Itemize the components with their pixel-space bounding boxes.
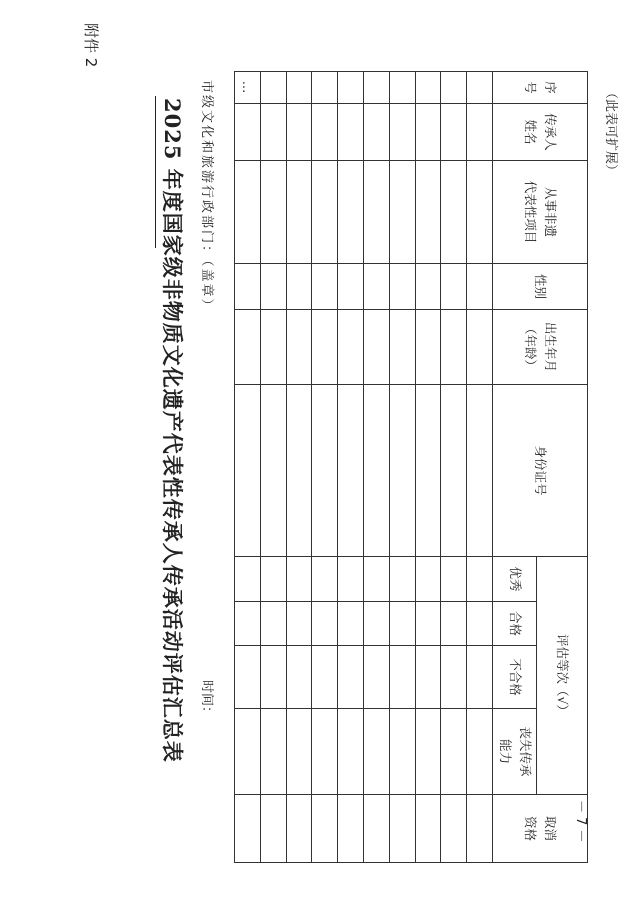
table-cell <box>235 264 261 310</box>
table-row <box>235 72 261 863</box>
table-cell <box>389 795 415 863</box>
header-rating-group: 评估等次（√） <box>537 557 588 795</box>
table-cell <box>338 709 364 795</box>
table-cell <box>235 557 261 602</box>
table-row <box>389 72 415 863</box>
table-cell <box>312 557 338 602</box>
table-cell <box>415 709 441 795</box>
table-cell <box>286 557 312 602</box>
department-label: 市级文化和旅游行政部门：（盖章） <box>199 80 214 314</box>
table-cell <box>364 557 390 602</box>
table-cell <box>286 264 312 310</box>
table-cell <box>467 104 493 161</box>
table-row <box>467 72 493 863</box>
table-cell <box>312 602 338 646</box>
header-row <box>537 72 588 863</box>
table-cell <box>338 310 364 385</box>
table-cell <box>415 646 441 709</box>
table-cell <box>389 385 415 557</box>
table-cell <box>415 104 441 161</box>
table-cell <box>260 385 286 557</box>
table-cell <box>286 161 312 264</box>
table-cell <box>260 709 286 795</box>
table-cell <box>312 264 338 310</box>
table-row <box>441 72 467 863</box>
table-cell <box>286 310 312 385</box>
table-cell <box>235 385 261 557</box>
table-cell <box>286 602 312 646</box>
header-name: 传承人 姓名 <box>493 104 588 161</box>
header-birth: 出生年月 （年龄） <box>493 310 588 385</box>
table-cell <box>467 602 493 646</box>
header-id-number: 身份证号 <box>493 385 588 557</box>
table-cell <box>312 385 338 557</box>
table-cell <box>312 72 338 104</box>
table-cell <box>312 709 338 795</box>
table-cell <box>338 602 364 646</box>
table-cell <box>389 310 415 385</box>
table-cell <box>286 72 312 104</box>
table-cell <box>338 795 364 863</box>
table-cell <box>389 104 415 161</box>
table-cell <box>260 72 286 104</box>
page-title: 2025 年度国家级非物质文化遗产代表性传承人传承活动评估汇总表 <box>160 98 185 763</box>
table-cell <box>441 385 467 557</box>
table-cell <box>364 385 390 557</box>
table-cell <box>415 310 441 385</box>
table-cell <box>467 646 493 709</box>
table-cell <box>286 709 312 795</box>
table-cell <box>338 646 364 709</box>
table-cell <box>389 709 415 795</box>
table-cell <box>389 72 415 104</box>
ellipsis-cell: … <box>235 72 261 104</box>
table-cell <box>338 72 364 104</box>
table-cell <box>338 557 364 602</box>
table-cell <box>467 795 493 863</box>
table-cell <box>260 557 286 602</box>
header-excellent: 优秀 <box>493 557 537 602</box>
table-cell <box>312 795 338 863</box>
table-cell <box>260 264 286 310</box>
table-cell <box>235 795 261 863</box>
table-cell <box>467 310 493 385</box>
table-cell <box>441 795 467 863</box>
table-cell <box>260 310 286 385</box>
table-cell <box>441 264 467 310</box>
table-cell <box>364 795 390 863</box>
table-cell <box>467 709 493 795</box>
table-cell <box>364 310 390 385</box>
table-cell <box>312 104 338 161</box>
table-cell <box>260 646 286 709</box>
table-cell <box>312 646 338 709</box>
summary-table <box>234 71 588 863</box>
title-underline <box>155 96 156 248</box>
table-cell <box>364 161 390 264</box>
header-seq: 序 号 <box>493 72 588 104</box>
table-cell <box>338 161 364 264</box>
table-cell <box>441 602 467 646</box>
table-row <box>415 72 441 863</box>
table-cell <box>286 795 312 863</box>
table-cell <box>441 161 467 264</box>
page-number: － 7 － <box>573 800 588 843</box>
header-cancel: 取消 资格 <box>493 795 588 863</box>
header-pass: 合格 <box>493 602 537 646</box>
table-cell <box>260 602 286 646</box>
table-cell <box>415 72 441 104</box>
table-cell <box>312 310 338 385</box>
table-cell <box>389 646 415 709</box>
table-cell <box>260 161 286 264</box>
table-cell <box>467 161 493 264</box>
table-cell <box>312 161 338 264</box>
header-gender: 性别 <box>493 264 588 310</box>
table-cell <box>415 264 441 310</box>
table-cell <box>338 264 364 310</box>
table-cell <box>389 264 415 310</box>
table-cell <box>338 385 364 557</box>
header-lost: 丧失传承 能力 <box>493 709 537 795</box>
table-cell <box>235 709 261 795</box>
table-cell <box>415 557 441 602</box>
time-label: 时间： <box>199 680 214 720</box>
table-cell <box>364 709 390 795</box>
table-cell <box>286 646 312 709</box>
table-cell <box>235 310 261 385</box>
table-cell <box>389 161 415 264</box>
table-row <box>286 72 312 863</box>
table-cell <box>389 602 415 646</box>
table-cell <box>441 104 467 161</box>
table-row <box>364 72 390 863</box>
table-cell <box>441 709 467 795</box>
table-cell <box>260 795 286 863</box>
table-cell <box>260 104 286 161</box>
expand-note: （此表可扩展） <box>603 86 618 178</box>
table-cell <box>364 104 390 161</box>
table-cell <box>415 602 441 646</box>
table-cell <box>441 646 467 709</box>
table-cell <box>364 646 390 709</box>
table-cell <box>235 646 261 709</box>
table-cell <box>415 385 441 557</box>
table-cell <box>467 72 493 104</box>
table-cell <box>415 795 441 863</box>
table-row <box>312 72 338 863</box>
table-cell <box>286 385 312 557</box>
table-cell <box>235 161 261 264</box>
table-cell <box>467 557 493 602</box>
table-cell <box>338 104 364 161</box>
header-fail: 不合格 <box>493 646 537 709</box>
table-cell <box>415 161 441 264</box>
table-cell <box>441 72 467 104</box>
table-cell <box>467 385 493 557</box>
table-cell <box>364 602 390 646</box>
table-cell <box>389 557 415 602</box>
header-project: 从事非遗 代表性项目 <box>493 161 588 264</box>
annex-label: 附件 2 <box>82 23 100 68</box>
table-cell <box>286 104 312 161</box>
table-cell <box>441 310 467 385</box>
table-cell <box>235 602 261 646</box>
table-row <box>338 72 364 863</box>
table-cell <box>441 557 467 602</box>
table-cell <box>235 104 261 161</box>
table-row <box>260 72 286 863</box>
table-cell <box>467 264 493 310</box>
table-cell <box>364 264 390 310</box>
table-cell <box>364 72 390 104</box>
